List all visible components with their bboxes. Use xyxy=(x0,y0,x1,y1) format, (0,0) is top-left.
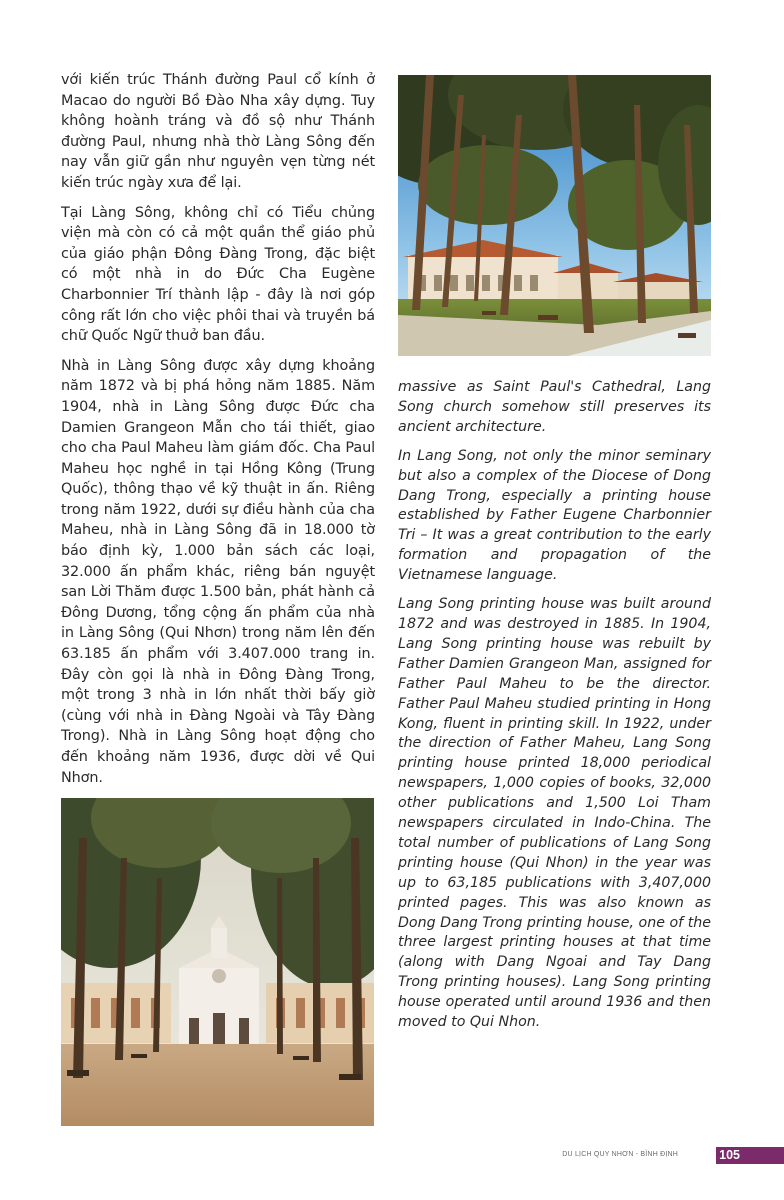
paragraph: Nhà in Làng Sông được xây dựng khoảng năm 1872 và bị phá hỏng năm 1885. Năm 1904, nhà in Làng Sông được Đức cha Damien Grangeon Mẫn cho tái thiết, giao cho cha Paul Maheu làm giám đốc. Cha Paul Maheu học nghề in tại Hồng Kông (Trung Quốc), thông thạo về kỹ thuật in ấn. Riêng trong năm 1922, dưới sự điều hành của cha Maheu, nhà in Làng Sông đã in 18.000 tờ báo định kỳ, 1.000 bản sách các loại, 32.000 ấn phẩm khác, riêng bán nguyệt san Lời Thăm được 1.500 bản, phát hành cả Đông Dương, tổng cộng ấn phẩm của nhà in Làng Sông (Qui Nhơn) trong năm lên đến 63.185 ấn phẩm với 3.407.000 trang in. Đây còn gọi là nhà in Đông Đàng Trong, một trong 3 nhà in lớn nhất thời bấy giờ (cùng với nhà in Đàng Ngoài và Tây Đàng Trong). Nhà in Làng Sông hoạt động cho đến khoảng năm 1936, được dời về Qui Nhơn. xyxy=(61,357,375,786)
vietnamese-text-column xyxy=(61,70,375,797)
english-text-column xyxy=(398,378,711,1042)
paragraph: In Lang Song, not only the minor seminary but also a complex of the Diocese of Dong Dang Trong, especially a printing house established by Father Eugene Charbonnier Tri – It was a great contribution to the early formation and propagation of the Vietnamese language. xyxy=(398,447,711,584)
paragraph: massive as Saint Paul's Cathedral, Lang Song church somehow still preserves its ancient architecture. xyxy=(398,379,711,435)
lang-song-church-photo xyxy=(61,798,374,1126)
pine-trees-seminary-photo xyxy=(398,75,711,356)
page-number: 105 xyxy=(719,1148,740,1162)
publication-name: DU LỊCH QUY NHƠN - BÌNH ĐỊNH xyxy=(562,1151,678,1158)
paragraph: Lang Song printing house was built around 1872 and was destroyed in 1885. In 1904, Lang Song printing house was rebuilt by Father Damien Grangeon Man, assigned for Father Paul Maheu to be the director. Father Paul Maheu studied printing in Hong Kong, fluent in printing skill. In 1922, under the direction of Father Maheu, Lang Song printing house printed 18,000 periodical newspapers, 1,000 copies of books, 32,000 other publications and 1,500 Loi Tham newspapers circulated in Indo-China. The total number of publications of Lang Song printing house (Qui Nhon) in the year was up to 63,185 publications with 3,407,000 printed pages. This was also known as Dong Dang Trong printing house, one of the three largest printing houses at that time (along with Dang Ngoai and Tay Dang Trong printing houses). Lang Song printing house operated until around 1936 and then moved to Qui Nhon. xyxy=(398,596,711,1031)
paragraph: với kiến trúc Thánh đường Paul cổ kính ở Macao do người Bồ Đào Nha xây dựng. Tuy không hoành tráng và đồ sộ như Thánh đường Paul, nhưng nhà thờ Làng Sông đến nay vẫn giữ gần như nguyên vẹn từng nét kiến trúc ngày xưa để lại. xyxy=(61,72,375,191)
paragraph: Tại Làng Sông, không chỉ có Tiểu chủng viện mà còn có cả một quần thể giáo phủ của giáo phận Đông Đàng Trong, đặc biệt có một nhà in do Đức Cha Eugène Charbonnier Trí thành lập - đây là nơi góp công rất lớn cho việc phôi thai và truyền bá chữ Quốc Ngữ thuở ban đầu. xyxy=(61,204,375,345)
